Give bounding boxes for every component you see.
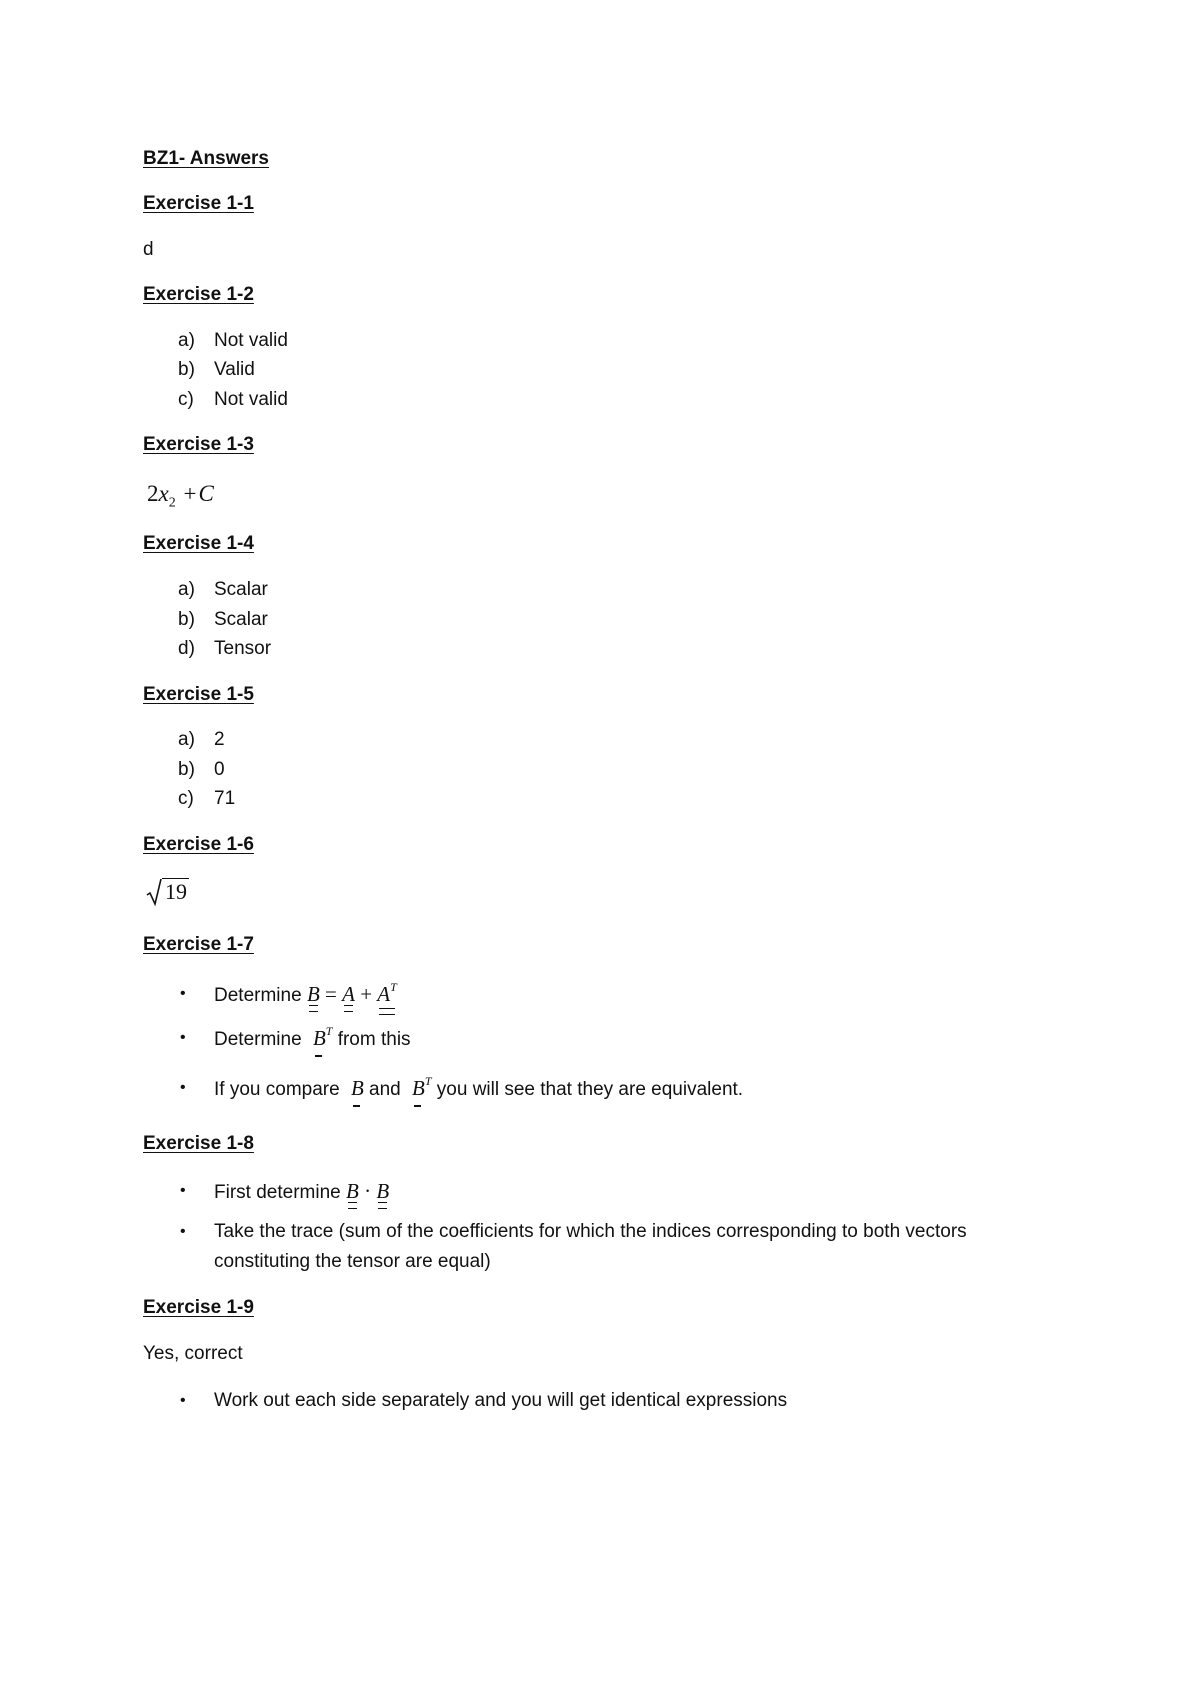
tensor-b: B: [376, 1179, 390, 1203]
formula-variable: x: [158, 481, 169, 506]
bullet-text-part: from this: [337, 1029, 411, 1050]
bullet-icon: •: [180, 1079, 186, 1096]
formula-b-transpose: [313, 1026, 338, 1050]
document-title: BZ1- Answers: [143, 148, 269, 169]
bullet-text: [214, 1180, 389, 1204]
item-label: b): [178, 359, 195, 380]
bullet-icon: •: [180, 1029, 186, 1046]
heading-exercise-1-7: Exercise 1-7: [143, 934, 254, 955]
bullet-text-part: If you compare: [214, 1079, 340, 1100]
answer-exercise-1-9: Yes, correct: [143, 1343, 243, 1364]
item-text: 0: [214, 759, 225, 780]
item-label: a): [178, 729, 195, 750]
item-label: a): [178, 330, 195, 351]
bullet-text-part: and: [369, 1079, 401, 1100]
item-text: Not valid: [214, 330, 288, 351]
transpose-mark: T: [390, 980, 397, 994]
formula-exercise-1-3: [147, 481, 214, 512]
item-text: Scalar: [214, 609, 268, 630]
bullet-text: [214, 1074, 744, 1102]
tensor-b: B: [412, 1076, 425, 1100]
heading-exercise-1-5: Exercise 1-5: [143, 684, 254, 705]
item-text: Tensor: [214, 638, 272, 659]
formula-b-transpose: [412, 1076, 437, 1100]
item-text: 2: [214, 729, 225, 750]
item-label: b): [178, 759, 195, 780]
sqrt-expression: [146, 878, 189, 906]
radical-sign-icon: [146, 878, 162, 906]
tensor-a-transpose: [377, 980, 397, 1008]
bullet-text-line-1: Take the trace (sum of the coefficients for which the indices corresponding to both vectors: [214, 1221, 967, 1242]
tensor-b: B: [345, 1179, 359, 1203]
formula-b-dot-b: [346, 1179, 389, 1203]
formula-subscript: 2: [168, 495, 176, 511]
heading-exercise-1-4: Exercise 1-4: [143, 533, 254, 554]
item-label: c): [178, 788, 194, 809]
bullet-text: Work out each side separately and you will get identical expressions: [214, 1390, 788, 1411]
tensor-a: A: [342, 982, 355, 1006]
transpose-mark: T: [325, 1024, 333, 1038]
item-label: b): [178, 609, 195, 630]
bullet-icon: •: [180, 1182, 186, 1199]
bullet-icon: •: [180, 1223, 186, 1240]
bullet-text-line-2: constituting the tensor are equal): [214, 1251, 491, 1272]
heading-exercise-1-6: Exercise 1-6: [143, 834, 254, 855]
tensor-b: B: [350, 1076, 364, 1100]
item-label: c): [178, 389, 194, 410]
heading-exercise-1-8: Exercise 1-8: [143, 1133, 254, 1154]
radicand: 19: [162, 878, 189, 904]
heading-exercise-1-3: Exercise 1-3: [143, 434, 254, 455]
bullet-text: [214, 980, 397, 1008]
bullet-text-part: Determine: [214, 1029, 302, 1050]
plus-sign: +: [360, 982, 373, 1006]
bullet-icon: •: [180, 985, 186, 1002]
bullet-text: [214, 1024, 411, 1052]
formula-b: [351, 1076, 369, 1100]
equals-sign: =: [325, 982, 337, 1006]
item-label: d): [178, 638, 195, 659]
bullet-text-part: Determine: [214, 985, 302, 1006]
bullet-text-part: First determine: [214, 1182, 341, 1203]
tensor-a-symbol: A: [377, 982, 391, 1006]
bullet-text-part: you will see that they are equivalent.: [436, 1079, 744, 1100]
formula-b-equals-a-plus-at: [307, 982, 397, 1006]
heading-exercise-1-2: Exercise 1-2: [143, 284, 254, 305]
bullet-icon: •: [180, 1392, 186, 1409]
item-text: Valid: [214, 359, 255, 380]
formula-exercise-1-6: [146, 878, 189, 906]
tensor-b: B: [306, 982, 320, 1006]
tensor-b: B: [312, 1026, 326, 1050]
answer-exercise-1-1: d: [143, 239, 154, 260]
item-text: Scalar: [214, 579, 268, 600]
heading-exercise-1-1: Exercise 1-1: [143, 193, 254, 214]
formula-plus: +: [183, 481, 197, 506]
formula-coefficient: 2: [147, 481, 159, 506]
item-text: Not valid: [214, 389, 288, 410]
item-label: a): [178, 579, 195, 600]
dot-operator: ·: [364, 1179, 372, 1203]
formula-constant: C: [198, 481, 214, 506]
heading-exercise-1-9: Exercise 1-9: [143, 1297, 254, 1318]
item-text: 71: [214, 788, 236, 809]
transpose-mark: T: [424, 1074, 432, 1088]
